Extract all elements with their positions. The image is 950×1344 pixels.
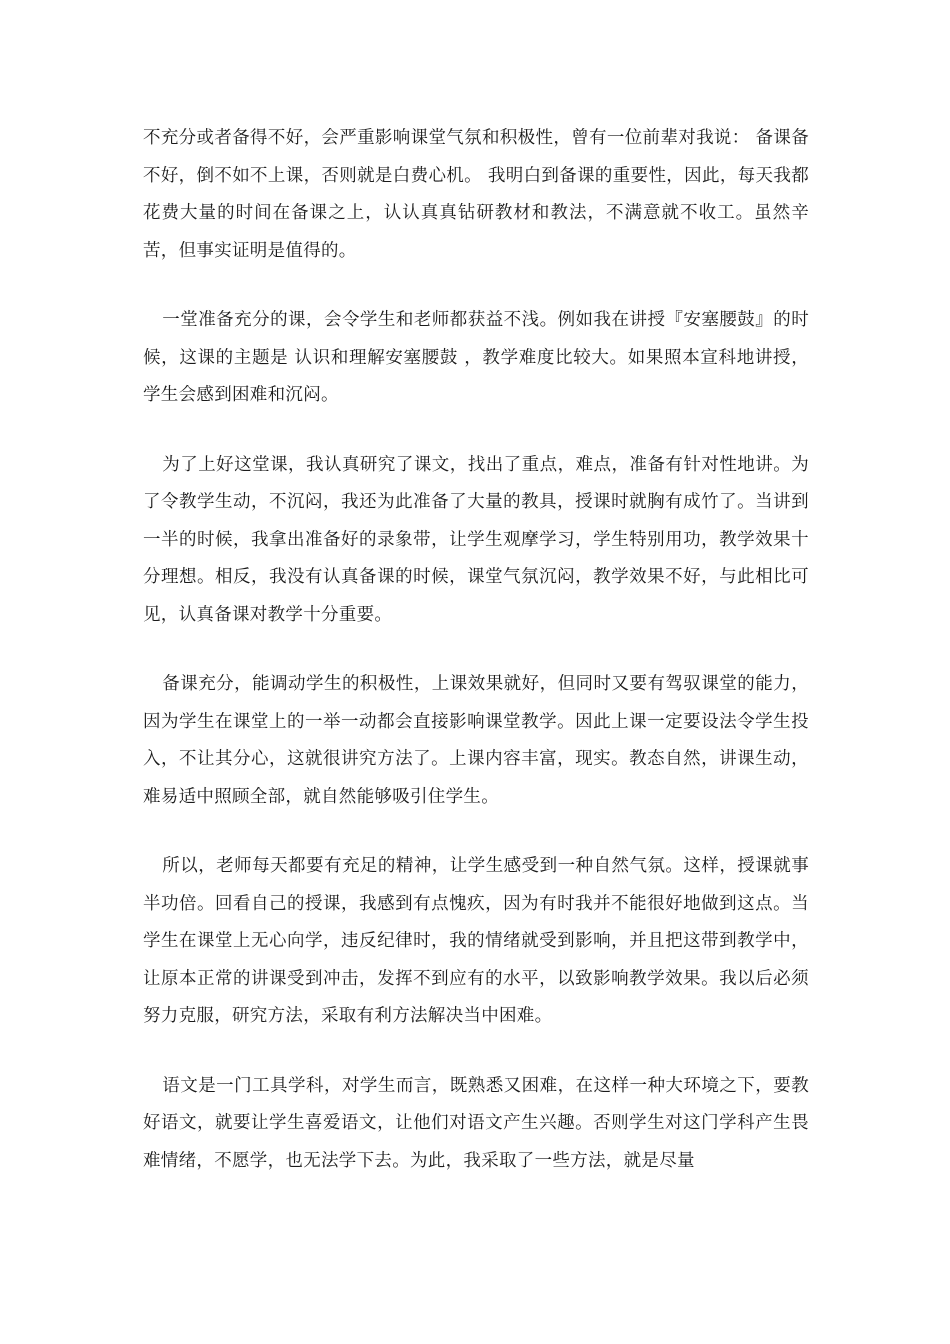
document-body	[143, 120, 809, 1212]
paragraph-5: 所以，老师每天都要有充足的精神，让学生感受到一种自然气氛。这样，授课就事半功倍。回看自己的授课，我感到有点愧疚，因为有时我并不能很好地做到这点。当学生在课堂上无心向学，违反纪律时，我的情绪就受到影响，并且把这带到教学中，让原本正常的讲课受到冲击，发挥不到应有的水平，以致影响教学效果。我以后必须努力克服，研究方法，采取有利方法解决当中困难。	[143, 856, 809, 1026]
paragraph-1: 不充分或者备得不好，会严重影响课堂气氛和积极性，曾有一位前辈对我说： 备课备不好，倒不如不上课，否则就是白费心机。 我明白到备课的重要性，因此，每天我都花费大量的时间在备课之上，认认真真钻研教材和教法，不满意就不收工。虽然辛苦，但事实证明是值得的。	[143, 128, 809, 261]
paragraph-6: 语文是一门工具学科，对学生而言，既熟悉又困难，在这样一种大环境之下，要教好语文，就要让学生喜爱语文，让他们对语文产生兴趣。否则学生对这门学科产生畏难情绪，不愿学，也无法学下去。为此，我采取了一些方法，就是尽量	[143, 1075, 809, 1171]
paragraph-3: 为了上好这堂课，我认真研究了课文，找出了重点，难点，准备有针对性地讲。为了令教学生动，不沉闷，我还为此准备了大量的教具，授课时就胸有成竹了。当讲到一半的时候，我拿出准备好的录象带，让学生观摩学习，学生特别用功，教学效果十分理想。相反，我没有认真备课的时候，课堂气氛沉闷，教学效果不好，与此相比可见，认真备课对教学十分重要。	[143, 454, 809, 625]
paragraph-4: 备课充分，能调动学生的积极性，上课效果就好，但同时又要有驾驭课堂的能力，因为学生在课堂上的一举一动都会直接影响课堂教学。因此上课一定要设法令学生投入，不让其分心，这就很讲究方法了。上课内容丰富，现实。教态自然，讲课生动，难易适中照顾全部，就自然能够吸引住学生。	[143, 674, 809, 807]
paragraph-2: 一堂准备充分的课，会令学生和老师都获益不浅。例如我在讲授『安塞腰鼓』的时候，这课的主题是 认识和理解安塞腰鼓 ，教学难度比较大。如果照本宣科地讲授，学生会感到困难和沉闷。	[143, 310, 809, 405]
